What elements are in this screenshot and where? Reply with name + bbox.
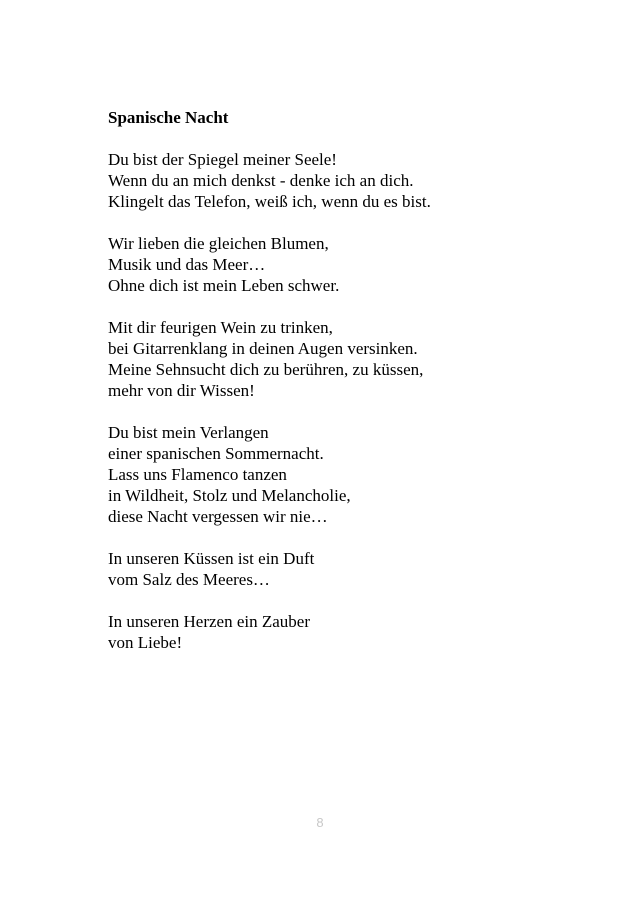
poem-line: Du bist mein Verlangen: [108, 423, 269, 442]
poem-line: in Wildheit, Stolz und Melancholie,: [108, 486, 351, 505]
poem-line: In unseren Herzen ein Zauber: [108, 612, 311, 631]
poem-line: Wir lieben die gleichen Blumen,: [108, 234, 329, 253]
poem: [108, 107, 588, 674]
poem-line: Ohne dich ist mein Leben schwer.: [108, 276, 340, 295]
poem-title: Spanische Nacht: [108, 108, 229, 127]
poem-stanza: [108, 317, 588, 401]
poem-line: Wenn du an mich denkst - denke ich an dich.: [108, 171, 414, 190]
poem-line: einer spanischen Sommernacht.: [108, 444, 324, 463]
poem-stanza: [108, 611, 588, 653]
page-number: 8: [316, 815, 324, 830]
poem-line: Du bist der Spiegel meiner Seele!: [108, 150, 337, 169]
poem-line: Klingelt das Telefon, weiß ich, wenn du es bist.: [108, 192, 431, 211]
poem-line: mehr von dir Wissen!: [108, 381, 255, 400]
poem-line: Mit dir feurigen Wein zu trinken,: [108, 318, 333, 337]
poem-line: Meine Sehnsucht dich zu berühren, zu küssen,: [108, 360, 424, 379]
poem-stanza: [108, 149, 588, 212]
poem-stanza: [108, 422, 588, 527]
poem-line: Musik und das Meer…: [108, 255, 266, 274]
poem-line: bei Gitarrenklang in deinen Augen versinken.: [108, 339, 418, 358]
poem-line: In unseren Küssen ist ein Duft: [108, 549, 315, 568]
poem-stanza: [108, 233, 588, 296]
poem-line: vom Salz des Meeres…: [108, 570, 270, 589]
poem-line: Lass uns Flamenco tanzen: [108, 465, 287, 484]
poem-line: von Liebe!: [108, 633, 183, 652]
poem-stanzas: [108, 149, 588, 653]
poem-line: diese Nacht vergessen wir nie…: [108, 507, 328, 526]
poem-stanza: [108, 548, 588, 590]
